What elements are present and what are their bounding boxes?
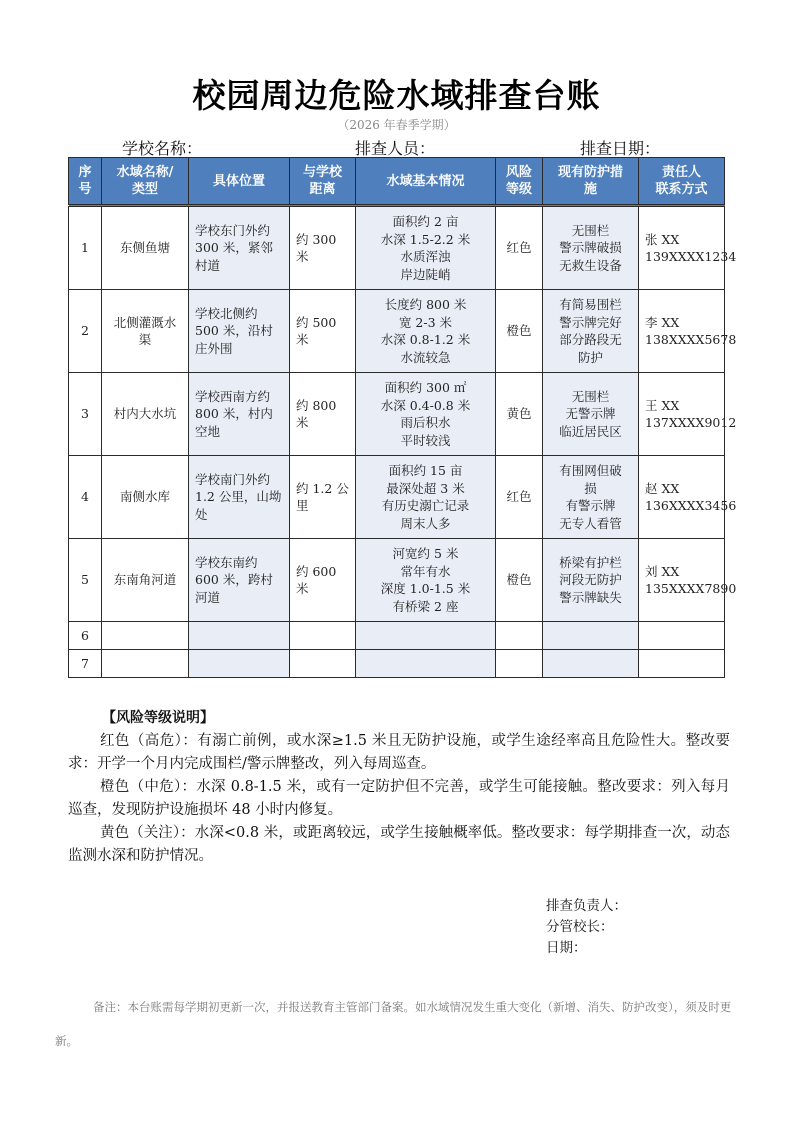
inspection-date-label: 排查日期： xyxy=(580,139,661,158)
situation-cell: 面积约 15 亩 最深处超 3 米 有历史溺亡记录 周末人多 xyxy=(356,456,496,539)
row-number-cell: 2 xyxy=(69,290,102,373)
table-row xyxy=(69,622,725,650)
notes-heading: 【风险等级说明】 xyxy=(102,710,214,726)
signoff-lead: 排查负责人： xyxy=(546,898,627,914)
distance-cell: 约 300 米 xyxy=(290,206,356,290)
table-row xyxy=(69,373,725,456)
situation-cell: 面积约 2 亩 水深 1.5-2.2 米 水质浑浊 岸边陡峭 xyxy=(356,206,496,290)
protection-cell: 无围栏 无警示牌 临近居民区 xyxy=(543,373,639,456)
situation-cell: 河宽约 5 米 常年有水 深度 1.0-1.5 米 有桥梁 2 座 xyxy=(356,539,496,622)
contact-cell: 赵 XX 136XXXX3456 xyxy=(639,456,725,539)
column-header: 现有防护措 施 xyxy=(543,158,639,206)
water-hazard-ledger-table xyxy=(68,157,737,678)
table-header-row xyxy=(69,158,725,206)
page-title: 校园周边危险水域排查台账 xyxy=(192,76,601,115)
empty-cell xyxy=(189,650,290,678)
empty-cell xyxy=(639,650,725,678)
column-header: 责任人 联系方式 xyxy=(639,158,725,206)
distance-cell: 约 800 米 xyxy=(290,373,356,456)
row-number-cell: 7 xyxy=(69,650,102,678)
column-header: 序 号 xyxy=(69,158,102,206)
empty-cell xyxy=(189,622,290,650)
empty-cell xyxy=(496,622,543,650)
risk-level-cell: 黄色 xyxy=(496,373,543,456)
row-number-cell: 4 xyxy=(69,456,102,539)
location-cell: 学校西南方约 800 米，村内空地 xyxy=(189,373,290,456)
table-row xyxy=(69,290,725,373)
empty-cell xyxy=(543,650,639,678)
location-cell: 学校东南约 600 米，跨村河道 xyxy=(189,539,290,622)
school-name-label: 学校名称： xyxy=(122,139,203,158)
empty-cell xyxy=(543,622,639,650)
row-number-cell: 5 xyxy=(69,539,102,622)
column-header: 水域基本情况 xyxy=(356,158,496,206)
contact-cell: 王 XX 137XXXX9012 xyxy=(639,373,725,456)
protection-cell: 有简易围栏 警示牌完好 部分路段无 防护 xyxy=(543,290,639,373)
empty-cell xyxy=(102,622,189,650)
water-name-cell: 南侧水库 xyxy=(102,456,189,539)
water-name-cell: 东侧鱼塘 xyxy=(102,206,189,290)
situation-cell: 面积约 300 ㎡ 水深 0.4-0.8 米 雨后积水 平时较浅 xyxy=(356,373,496,456)
risk-level-cell: 红色 xyxy=(496,456,543,539)
risk-level-notes xyxy=(68,707,730,868)
note-orange: 橙色（中危）：水深 0.8-1.5 米，或有一定防护但不完善，或学生可能接触。整改要求：列入每月巡查，发现防护设施损坏 48 小时内修复。 xyxy=(68,779,730,818)
signoff-date: 日期： xyxy=(546,940,587,956)
empty-cell xyxy=(356,650,496,678)
empty-cell xyxy=(496,650,543,678)
risk-level-cell: 橙色 xyxy=(496,539,543,622)
table-row xyxy=(69,650,725,678)
table-row xyxy=(69,456,725,539)
water-name-cell: 北侧灌溉水渠 xyxy=(102,290,189,373)
table-row xyxy=(69,206,725,290)
protection-cell: 桥梁有护栏 河段无防护 警示牌缺失 xyxy=(543,539,639,622)
table-body xyxy=(69,206,737,678)
signoff-principal: 分管校长： xyxy=(546,919,614,935)
column-header: 与学校 距离 xyxy=(290,158,356,206)
column-header: 水域名称/ 类型 xyxy=(102,158,189,206)
signoff-block xyxy=(546,896,627,959)
distance-cell: 约 500 米 xyxy=(290,290,356,373)
empty-cell xyxy=(290,650,356,678)
water-name-cell: 村内大水坑 xyxy=(102,373,189,456)
water-name-cell: 东南角河道 xyxy=(102,539,189,622)
column-header: 风险 等级 xyxy=(496,158,543,206)
contact-cell: 李 XX 138XXXX5678 xyxy=(639,290,725,373)
protection-cell: 无围栏 警示牌破损 无救生设备 xyxy=(543,206,639,290)
location-cell: 学校南门外约 1.2 公里，山坳处 xyxy=(189,456,290,539)
note-red: 红色（高危）：有溺亡前例，或水深≥1.5 米且无防护设施，或学生途经率高且危险性大。整改要求：开学一个月内完成围栏/警示牌整改，列入每周巡查。 xyxy=(68,733,730,772)
protection-cell: 有围网但破 损 有警示牌 无专人看管 xyxy=(543,456,639,539)
contact-cell: 张 XX 139XXXX1234 xyxy=(639,206,725,290)
inspector-label: 排查人员： xyxy=(355,139,436,158)
location-cell: 学校北侧约 500 米，沿村庄外围 xyxy=(189,290,290,373)
risk-level-cell: 红色 xyxy=(496,206,543,290)
empty-cell xyxy=(356,622,496,650)
row-number-cell: 6 xyxy=(69,622,102,650)
contact-cell: 刘 XX 135XXXX7890 xyxy=(639,539,725,622)
empty-cell xyxy=(102,650,189,678)
page-subtitle: （2026 年春季学期） xyxy=(337,118,456,132)
location-cell: 学校东门外约 300 米，紧邻村道 xyxy=(189,206,290,290)
footer-remark: 备注：本台账需每学期初更新一次，并报送教育主管部门备案。如水域情况发生重大变化（新增、消失、防护改变），须及时更新。 xyxy=(55,1000,732,1048)
row-number-cell: 3 xyxy=(69,373,102,456)
distance-cell: 约 600 米 xyxy=(290,539,356,622)
column-header: 具体位置 xyxy=(189,158,290,206)
row-number-cell: 1 xyxy=(69,206,102,290)
empty-cell xyxy=(639,622,725,650)
note-yellow: 黄色（关注）：水深<0.8 米，或距离较远，或学生接触概率低。整改要求：每学期排查一次，动态监测水深和防护情况。 xyxy=(68,825,730,864)
empty-cell xyxy=(290,622,356,650)
situation-cell: 长度约 800 米 宽 2-3 米 水深 0.8-1.2 米 水流较急 xyxy=(356,290,496,373)
table-row xyxy=(69,539,725,622)
risk-level-cell: 橙色 xyxy=(496,290,543,373)
distance-cell: 约 1.2 公里 xyxy=(290,456,356,539)
